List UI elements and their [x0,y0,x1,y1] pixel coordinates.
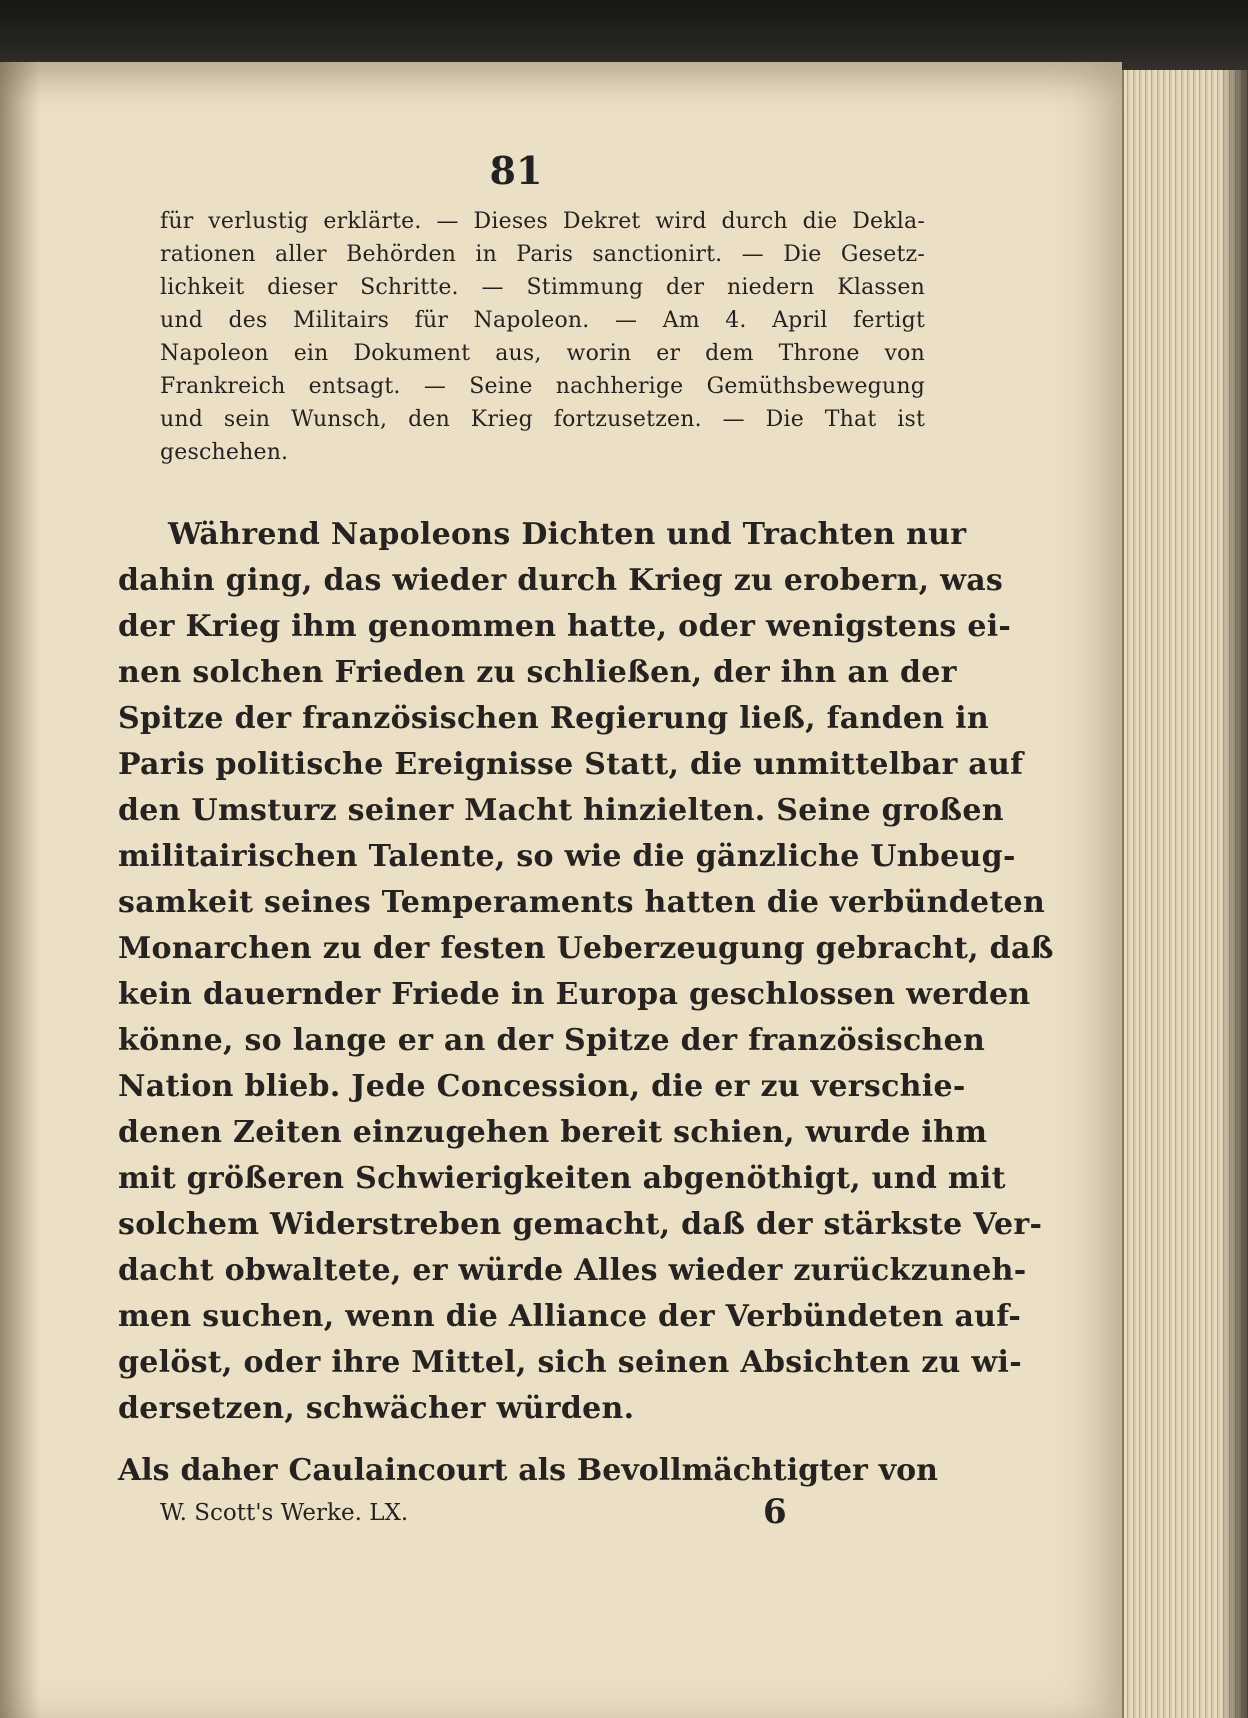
footer-title: W. Scott's Werke. LX. [160,1500,409,1526]
paragraph-line: solchem Widerstreben gemacht, daß der stärkste Ver- [118,1207,1043,1242]
paragraph-line: den Umsturz seiner Macht hinzielten. Seine großen [118,793,1004,828]
summary-line: lichkeit dieser Schritte. — Stimmung der niedern Klassen [160,275,925,300]
paragraph-line: men suchen, wenn die Alliance der Verbündeten auf- [118,1299,1022,1334]
paragraph-line: könne, so lange er an der Spitze der französischen [118,1023,986,1058]
signature-mark: 6 [763,1492,787,1532]
page-edges [1122,70,1248,1718]
paragraph-line: Als daher Caulaincourt als Bevollmächtigter von [118,1453,938,1488]
paragraph-line: nen solchen Frieden zu schließen, der ihn an der [118,655,957,690]
gutter-shadow [0,62,40,1718]
paragraph-line: Spitze der französischen Regierung ließ, fanden in [118,701,989,736]
chapter-summary [160,205,925,469]
paragraph-line: denen Zeiten einzugehen bereit schien, wurde ihm [118,1115,988,1150]
paragraph-line: dersetzen, schwächer würden. [118,1391,635,1426]
paragraph-line: dahin ging, das wieder durch Krieg zu erobern, was [118,563,1004,598]
paragraph-line: dacht obwaltete, er würde Alles wieder zurückzuneh- [118,1253,1027,1288]
paragraph-line: militairischen Talente, so wie die gänzliche Unbeug- [118,839,1016,874]
paragraph-line: der Krieg ihm genommen hatte, oder wenigstens ei- [118,609,1012,644]
paragraph-line: Paris politische Ereignisse Statt, die unmittelbar auf [118,747,1024,782]
summary-line: Frankreich entsagt. — Seine nachherige Gemüthsbewegung [160,374,925,399]
summary-line: und sein Wunsch, den Krieg fortzusetzen. — Die That ist [160,407,925,432]
summary-line: rationen aller Behörden in Paris sanctionirt. — Die Gesetz- [160,242,925,267]
summary-line: geschehen. [160,440,289,465]
paragraph-line: gelöst, oder ihre Mittel, sich seinen Absichten zu wi- [118,1345,1022,1380]
main-paragraph [118,512,1054,1432]
page-number: 81 [489,148,543,193]
paragraph-line: mit größeren Schwierigkeiten abgenöthigt, und mit [118,1161,1006,1196]
paragraph-line: kein dauernder Friede in Europa geschlossen werden [118,977,1031,1012]
paragraph-line: Nation blieb. Jede Concession, die er zu verschie- [118,1069,966,1104]
summary-line: und des Militairs für Napoleon. — Am 4. April fertigt [160,308,925,333]
summary-line: Napoleon ein Dokument aus, worin er dem Throne von [160,341,925,366]
summary-line: für verlustig erklärte. — Dieses Dekret wird durch die Dekla- [160,209,925,234]
next-paragraph [118,1448,938,1494]
paragraph-line: Während Napoleons Dichten und Trachten nur [168,517,967,552]
paragraph-line: Monarchen zu der festen Ueberzeugung gebracht, daß [118,931,1054,966]
page-footer [160,1492,800,1532]
paragraph-line: samkeit seines Temperaments hatten die verbündeten [118,885,1046,920]
